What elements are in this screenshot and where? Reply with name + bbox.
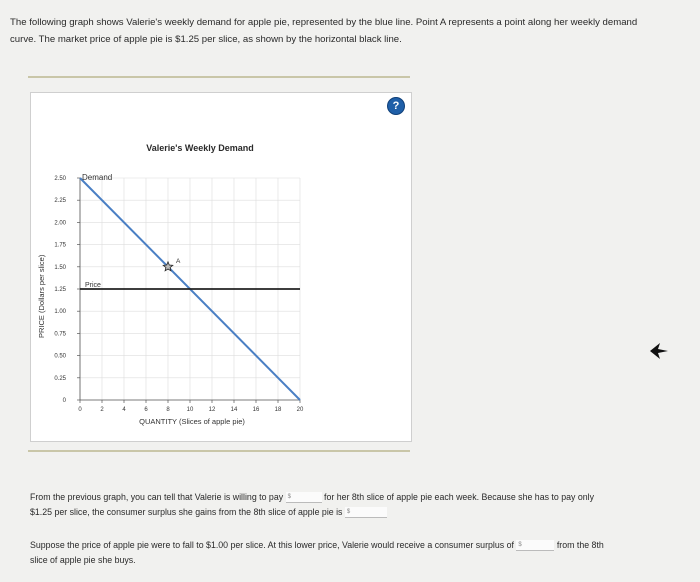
q1-willing-to-pay-input[interactable] [286, 492, 322, 503]
q1-currency: $ [287, 494, 291, 501]
q1-text-a: From the previous graph, you can tell that Valerie is willing to pay [30, 492, 284, 502]
price-series-label: Price [85, 282, 101, 289]
x-tick-label: 20 [296, 407, 304, 413]
x-tick-label: 16 [252, 407, 260, 413]
q2-text-c: slice of apple pie she buys. [30, 555, 136, 565]
q2-currency: $ [518, 542, 522, 549]
point-a-label: A [176, 257, 181, 265]
question-2 [30, 538, 680, 568]
q1-text-b: for her 8th slice of apple pie each week. Because she has to pay only [324, 492, 594, 502]
chart-title: Valerie's Weekly Demand [146, 143, 254, 153]
x-tick-label: 18 [274, 407, 282, 413]
y-tick-labels [54, 176, 66, 404]
y-tick-label: 1.25 [54, 287, 66, 293]
x-tick-label: 8 [166, 407, 170, 413]
q1-consumer-surplus-input[interactable] [345, 507, 387, 518]
intro-line-1: The following graph shows Valerie's weekly demand for apple pie, represented by the blue line. Point A represents a point along her weekly demand [10, 17, 638, 28]
q2-text-a: Suppose the price of apple pie were to fall to $1.00 per slice. At this lower price, Valerie would receive a consumer surplus of [30, 540, 514, 550]
y-tick-label: 1.00 [54, 309, 66, 316]
y-tick-label: 2.00 [54, 220, 66, 227]
divider-bottom [28, 450, 410, 452]
q2-consumer-surplus-input[interactable] [516, 540, 554, 551]
x-tick-label: 4 [122, 407, 126, 413]
y-tick-label: 1.75 [54, 242, 66, 249]
x-tick-label: 0 [78, 407, 82, 413]
y-tick-label: 0 [62, 398, 66, 404]
y-tick-label: 2.25 [54, 198, 66, 205]
y-tick-label: 0.75 [54, 331, 66, 338]
x-axis-label: QUANTITY (Slices of apple pie) [139, 417, 245, 426]
q1-currency-2: $ [346, 509, 351, 516]
y-tick-label: 2.50 [54, 176, 66, 182]
intro-line-2: curve. The market price of apple pie is $1.25 per slice, as shown by the horizontal black line. [10, 34, 402, 45]
q1-text-c: $1.25 per slice, the consumer surplus she gains from the 8th slice of apple pie is [30, 507, 343, 517]
x-tick-label: 10 [186, 407, 194, 413]
x-tick-label: 12 [208, 407, 216, 413]
y-tick-label: 0.25 [54, 375, 66, 382]
question-1 [30, 490, 680, 520]
y-tick-label: 0.50 [54, 353, 66, 360]
mouse-cursor-icon [650, 342, 670, 360]
demand-series-label: Demand [82, 173, 113, 182]
x-tick-label: 14 [230, 407, 238, 413]
chart-axes [77, 178, 300, 403]
x-tick-labels [78, 407, 304, 413]
y-axis-label: PRICE (Dollars per slice) [37, 254, 46, 338]
x-tick-label: 6 [144, 407, 148, 413]
help-icon[interactable]: ? [387, 97, 405, 115]
x-tick-label: 2 [100, 407, 104, 413]
y-tick-label: 1.50 [54, 264, 66, 271]
q2-text-b: from the 8th [556, 540, 604, 550]
